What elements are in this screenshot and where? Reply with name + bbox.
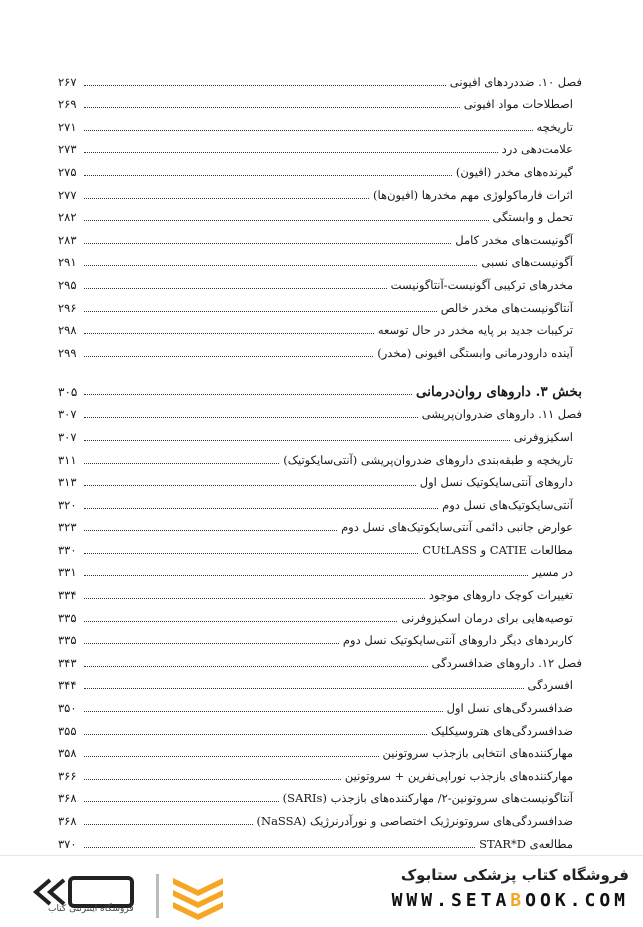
toc-entry-page: ۳۵۸ bbox=[58, 746, 77, 761]
store-banner bbox=[0, 855, 643, 927]
toc-entry-page: ۳۳۵ bbox=[58, 610, 77, 625]
dot-leader bbox=[84, 243, 451, 244]
dot-leader bbox=[84, 598, 425, 599]
toc-entry-page: ۲۹۵ bbox=[58, 277, 77, 292]
dot-leader bbox=[84, 198, 369, 199]
toc-entry-page: ۳۵۵ bbox=[58, 723, 77, 738]
toc-row bbox=[58, 579, 582, 602]
toc-row bbox=[58, 602, 582, 625]
toc-entry-page: ۳۴۴ bbox=[58, 678, 77, 693]
toc-entry-title: ضدافسردگی‌های هتروسیکلیک bbox=[431, 723, 573, 738]
store-url[interactable] bbox=[392, 890, 629, 911]
toc-part-row bbox=[58, 373, 582, 399]
toc-entry-page: ۳۶۸ bbox=[58, 814, 77, 828]
toc-row bbox=[58, 224, 582, 247]
toc-entry-page: ۲۸۲ bbox=[58, 210, 77, 225]
toc-row bbox=[58, 156, 582, 179]
toc-row bbox=[58, 247, 582, 270]
toc-row bbox=[58, 715, 582, 738]
toc-entry-page: ۳۳۴ bbox=[58, 588, 77, 603]
toc-entry-title: تاریخچه bbox=[536, 119, 573, 134]
dot-leader bbox=[84, 824, 253, 825]
toc-entry-title: فصل ۱۱. داروهای ضدروان‌پریشی bbox=[421, 407, 582, 422]
toc-entry-page: ۲۹۱ bbox=[58, 255, 77, 270]
toc-row bbox=[58, 89, 582, 112]
toc-entry-page: ۲۹۹ bbox=[58, 345, 77, 360]
toc-row bbox=[58, 179, 582, 202]
dot-leader bbox=[84, 152, 498, 153]
dot-leader bbox=[84, 440, 510, 441]
toc-entry-title: علامت‌دهی درد bbox=[501, 142, 573, 157]
toc-entry-title: ضدافسردگی‌های سروتونرژیک اختصاصی و نورآدرنرژیک (NaSSA) bbox=[256, 814, 573, 828]
dot-leader bbox=[84, 311, 437, 312]
toc-entry-page: ۳۱۳ bbox=[58, 475, 77, 490]
toc-entry-title: کاربردهای دیگر داروهای آنتی‌سایکوتیک نسل دوم bbox=[342, 633, 573, 648]
toc-row bbox=[58, 738, 582, 761]
dot-leader bbox=[84, 734, 427, 735]
dot-leader bbox=[84, 847, 475, 848]
dot-leader bbox=[84, 85, 446, 86]
dot-leader bbox=[84, 756, 379, 757]
toc-chapter-row bbox=[58, 66, 582, 89]
toc-row bbox=[58, 783, 582, 806]
toc-entry-page: ۳۲۳ bbox=[58, 520, 77, 535]
toc-entry-page: ۳۲۰ bbox=[58, 497, 77, 512]
toc-entry-title: آینده دارودرمانی وابستگی افیونی (مخدر) bbox=[377, 345, 573, 360]
toc-entry-page: ۲۷۳ bbox=[58, 142, 77, 157]
toc-row bbox=[58, 670, 582, 693]
toc-entry-title: ترکیبات جدید بر پایه مخدر در حال توسعه bbox=[377, 323, 573, 338]
toc-entry-page: ۳۰۵ bbox=[58, 384, 78, 399]
dot-leader bbox=[84, 394, 412, 395]
dot-leader bbox=[84, 801, 279, 802]
dot-leader bbox=[84, 779, 341, 780]
toc-entry-title: در مسیر bbox=[532, 565, 573, 580]
toc-entry-page: ۳۶۸ bbox=[58, 791, 77, 806]
toc-entry-title: مطالعه‌ی STAR*D bbox=[479, 836, 573, 851]
toc-row bbox=[58, 444, 582, 467]
toc-row bbox=[58, 692, 582, 715]
dot-leader bbox=[84, 220, 489, 221]
store-name: فروشگاه کتاب پزشکی ستابوک bbox=[400, 866, 629, 884]
url-suffix: OOK.COM bbox=[525, 890, 629, 911]
toc-entry-title: مطالعات CATIE و CUtLASS bbox=[422, 542, 573, 557]
toc-entry-title: آنتاگونیست‌های مخدر خالص bbox=[440, 300, 573, 315]
toc-entry-page: ۲۷۷ bbox=[58, 187, 77, 202]
toc-entry-title: تاریخچه و طبقه‌بندی داروهای ضدروان‌پریشی (آنتی‌سایکوتیک) bbox=[283, 452, 573, 467]
dot-leader bbox=[84, 666, 428, 667]
toc-row bbox=[58, 512, 582, 535]
toc-entry-page: ۳۴۳ bbox=[58, 655, 77, 670]
toc-entry-page: ۳۳۱ bbox=[58, 565, 77, 580]
double-chevron-icon bbox=[36, 880, 64, 904]
toc-row bbox=[58, 292, 582, 315]
dot-leader bbox=[84, 621, 397, 622]
table-of-contents bbox=[58, 66, 582, 851]
url-prefix: WWW.SETA bbox=[391, 890, 511, 911]
toc-row bbox=[58, 557, 582, 580]
toc-row bbox=[58, 134, 582, 157]
toc-row bbox=[58, 828, 582, 851]
toc-entry-page: ۲۹۸ bbox=[58, 323, 77, 338]
toc-entry-title: بخش ۳. داروهای روان‌درمانی bbox=[416, 383, 582, 400]
toc-entry-title: اسکیزوفرنی bbox=[513, 429, 573, 444]
toc-entry-title: فصل ۱۲. داروهای ضدافسردگی bbox=[431, 655, 582, 670]
toc-row bbox=[58, 269, 582, 292]
section-gap bbox=[58, 360, 582, 373]
dot-leader bbox=[84, 643, 339, 644]
setabook-logo bbox=[28, 870, 248, 922]
toc-entry-page: ۲۷۵ bbox=[58, 164, 77, 179]
toc-row bbox=[58, 760, 582, 783]
toc-entry-title: اثرات فارماکولوژی مهم مخدرها (افیون‌ها) bbox=[373, 187, 573, 202]
store-info bbox=[392, 866, 629, 911]
toc-row bbox=[58, 805, 582, 828]
dot-leader bbox=[84, 463, 279, 464]
toc-row bbox=[58, 421, 582, 444]
toc-row bbox=[58, 489, 582, 512]
dot-leader bbox=[84, 485, 416, 486]
toc-row bbox=[58, 315, 582, 338]
toc-entry-title: فصل ۱۰. ضددردهای افیونی bbox=[449, 74, 582, 89]
dot-leader bbox=[84, 530, 337, 531]
book-stack-icon bbox=[173, 878, 223, 920]
toc-row bbox=[58, 534, 582, 557]
toc-entry-title: آگونیست‌های نسبی bbox=[481, 255, 573, 270]
toc-entry-title: افسردگی bbox=[527, 678, 573, 693]
dot-leader bbox=[84, 288, 387, 289]
toc-entry-page: ۳۳۵ bbox=[58, 633, 77, 648]
toc-entry-title: آنتاگونیست‌های سروتونین-۲/ مهارکننده‌های بازجذب (SARIs) bbox=[282, 791, 573, 806]
toc-entry-page: ۳۰۷ bbox=[58, 407, 77, 422]
toc-entry-page: ۲۶۹ bbox=[58, 97, 77, 112]
toc-entry-title: آنتی‌سایکوتیک‌های نسل دوم bbox=[442, 497, 573, 512]
dot-leader bbox=[84, 265, 477, 266]
toc-entry-page: ۳۱۱ bbox=[58, 452, 77, 467]
toc-entry-title: ضدافسردگی‌های نسل اول bbox=[446, 701, 573, 716]
toc-entry-title: آگونیست‌های مخدر کامل bbox=[455, 232, 573, 247]
toc-entry-title: داروهای آنتی‌سایکوتیک نسل اول bbox=[419, 475, 573, 490]
toc-row bbox=[58, 202, 582, 225]
toc-entry-page: ۳۷۰ bbox=[58, 836, 77, 851]
dot-leader bbox=[84, 107, 460, 108]
toc-entry-title: اصطلاحات مواد افیونی bbox=[463, 97, 573, 112]
toc-entry-page: ۳۵۰ bbox=[58, 701, 77, 716]
logo-subtext: فروشگاه اینترنتی کتاب bbox=[48, 904, 134, 914]
toc-entry-page: ۳۳۰ bbox=[58, 542, 77, 557]
dot-leader bbox=[84, 356, 373, 357]
dot-leader bbox=[84, 175, 452, 176]
toc-entry-page: ۲۹۶ bbox=[58, 300, 77, 315]
dot-leader bbox=[84, 417, 418, 418]
toc-entry-title: تحمل و وابستگی bbox=[492, 210, 573, 225]
url-highlight: B bbox=[510, 890, 526, 911]
toc-entry-title: مهارکننده‌های انتخابی بازجذب سروتونین bbox=[382, 746, 573, 761]
toc-entry-title: توصیه‌هایی برای درمان اسکیزوفرنی bbox=[401, 610, 573, 625]
toc-entry-title: عوارض جانبی دائمی آنتی‌سایکوتیک‌های نسل دوم bbox=[341, 520, 573, 535]
dot-leader bbox=[84, 130, 533, 131]
toc-chapter-row bbox=[58, 647, 582, 670]
toc-row bbox=[58, 625, 582, 648]
dot-leader bbox=[84, 575, 528, 576]
dot-leader bbox=[84, 688, 524, 689]
toc-entry-page: ۲۷۱ bbox=[58, 119, 77, 134]
toc-chapter-row bbox=[58, 399, 582, 422]
toc-entry-page: ۳۶۶ bbox=[58, 768, 77, 783]
toc-entry-page: ۲۶۷ bbox=[58, 74, 77, 89]
toc-row bbox=[58, 337, 582, 360]
toc-entry-title: تغییرات کوچک داروهای موجود bbox=[428, 588, 573, 603]
toc-entry-title: مهارکننده‌های بازجذب نوراپی‌نفرین + سروتونین bbox=[344, 768, 573, 783]
dot-leader bbox=[84, 711, 443, 712]
toc-entry-page: ۳۰۷ bbox=[58, 429, 77, 444]
toc-entry-title: گیرنده‌های مخدر (افیون) bbox=[455, 164, 573, 179]
toc-row bbox=[58, 467, 582, 490]
dot-leader bbox=[84, 553, 418, 554]
dot-leader bbox=[84, 508, 438, 509]
toc-entry-title: مخدرهای ترکیبی آگونیست-آنتاگونیست bbox=[390, 277, 573, 292]
toc-row bbox=[58, 111, 582, 134]
dot-leader bbox=[84, 333, 374, 334]
toc-entry-page: ۲۸۳ bbox=[58, 232, 77, 247]
